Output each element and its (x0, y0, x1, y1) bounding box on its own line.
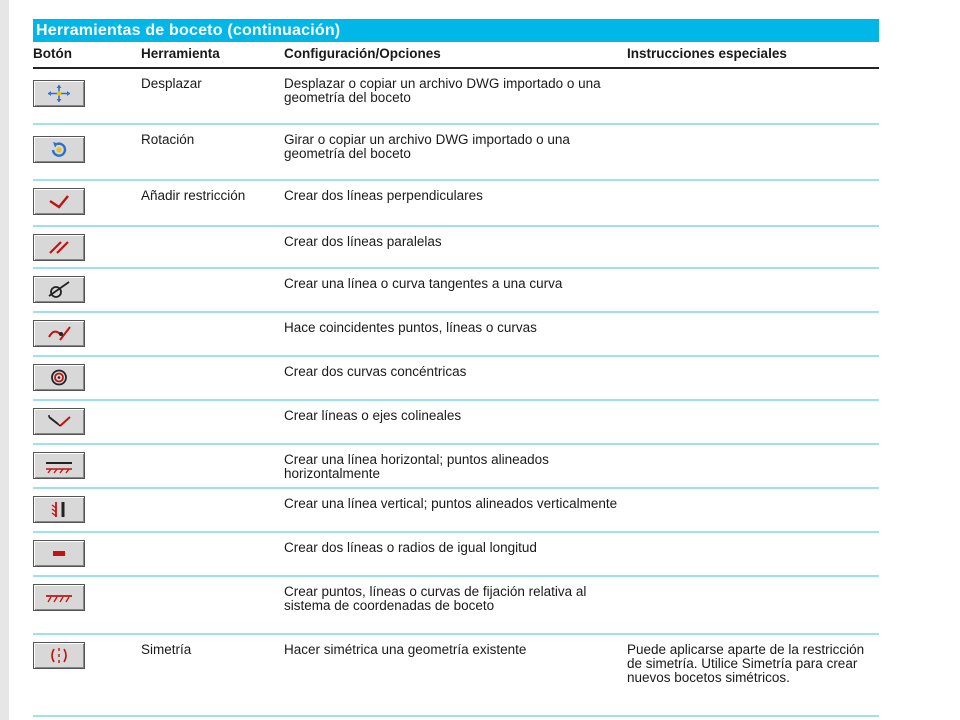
table-row (33, 445, 879, 489)
header-button: Botón (33, 46, 72, 61)
table-row (33, 313, 879, 357)
tool-config: Crear líneas o ejes colineales (284, 408, 462, 423)
header-instructions: Instrucciones especiales (627, 46, 787, 61)
table-row (33, 227, 879, 269)
table-row (33, 181, 879, 227)
horizontal-constraint-icon[interactable] (33, 452, 85, 479)
symmetry-icon[interactable] (33, 642, 85, 669)
table-row (33, 269, 879, 313)
tool-config: Hacer simétrica una geometría existente (284, 642, 527, 657)
tool-config: Crear una línea vertical; puntos alineados verticalmente (284, 496, 618, 511)
table-row (33, 357, 879, 401)
tool-instructions: Puede aplicarse aparte de la restricción de simetría. Utilice Simetría para crear nuevos bocetos simétricos. (627, 642, 865, 685)
coincident-constraint-icon[interactable] (33, 320, 85, 347)
tool-name: Rotación (141, 132, 195, 147)
tool-config: Crear dos líneas paralelas (284, 234, 442, 249)
header-tool: Herramienta (141, 46, 220, 61)
tool-name: Desplazar (141, 76, 202, 91)
table-title: Herramientas de boceto (continuación) (33, 19, 879, 42)
table-row (33, 577, 879, 635)
tool-config: Desplazar o copiar un archivo DWG importado o una geometría del boceto (284, 76, 601, 105)
move-icon[interactable] (33, 80, 85, 107)
tool-name: Añadir restricción (141, 188, 246, 203)
vertical-constraint-icon[interactable] (33, 496, 85, 523)
tool-config: Crear una línea horizontal; puntos alineados horizontalmente (284, 452, 549, 481)
table-row (33, 635, 879, 717)
perpendicular-constraint-icon[interactable] (33, 188, 85, 215)
collinear-constraint-icon[interactable] (33, 408, 85, 435)
parallel-constraint-icon[interactable] (33, 234, 85, 261)
table-row (33, 125, 879, 181)
header-config: Configuración/Opciones (284, 46, 441, 61)
rotate-icon[interactable] (33, 136, 85, 163)
tool-config: Crear dos líneas perpendiculares (284, 188, 483, 203)
tools-table (33, 19, 879, 717)
left-margin-strip (0, 0, 9, 720)
tool-config: Hace coincidentes puntos, líneas o curvas (284, 320, 537, 335)
table-body (33, 69, 879, 717)
fix-constraint-icon[interactable] (33, 584, 85, 611)
tool-config: Crear puntos, líneas o curvas de fijación relativa al sistema de coordenadas de boceto (284, 584, 587, 613)
tool-config: Crear dos curvas concéntricas (284, 364, 467, 379)
table-row (33, 533, 879, 577)
tool-config: Crear dos líneas o radios de igual longitud (284, 540, 537, 555)
equal-constraint-icon[interactable] (33, 540, 85, 567)
table-header (33, 42, 879, 69)
table-row (33, 69, 879, 125)
table-row (33, 489, 879, 533)
tool-config: Crear una línea o curva tangentes a una curva (284, 276, 563, 291)
tangent-constraint-icon[interactable] (33, 276, 85, 303)
tool-config: Girar o copiar un archivo DWG importado o una geometría del boceto (284, 132, 570, 161)
tool-name: Simetría (141, 642, 192, 657)
concentric-constraint-icon[interactable] (33, 364, 85, 391)
table-row (33, 401, 879, 445)
